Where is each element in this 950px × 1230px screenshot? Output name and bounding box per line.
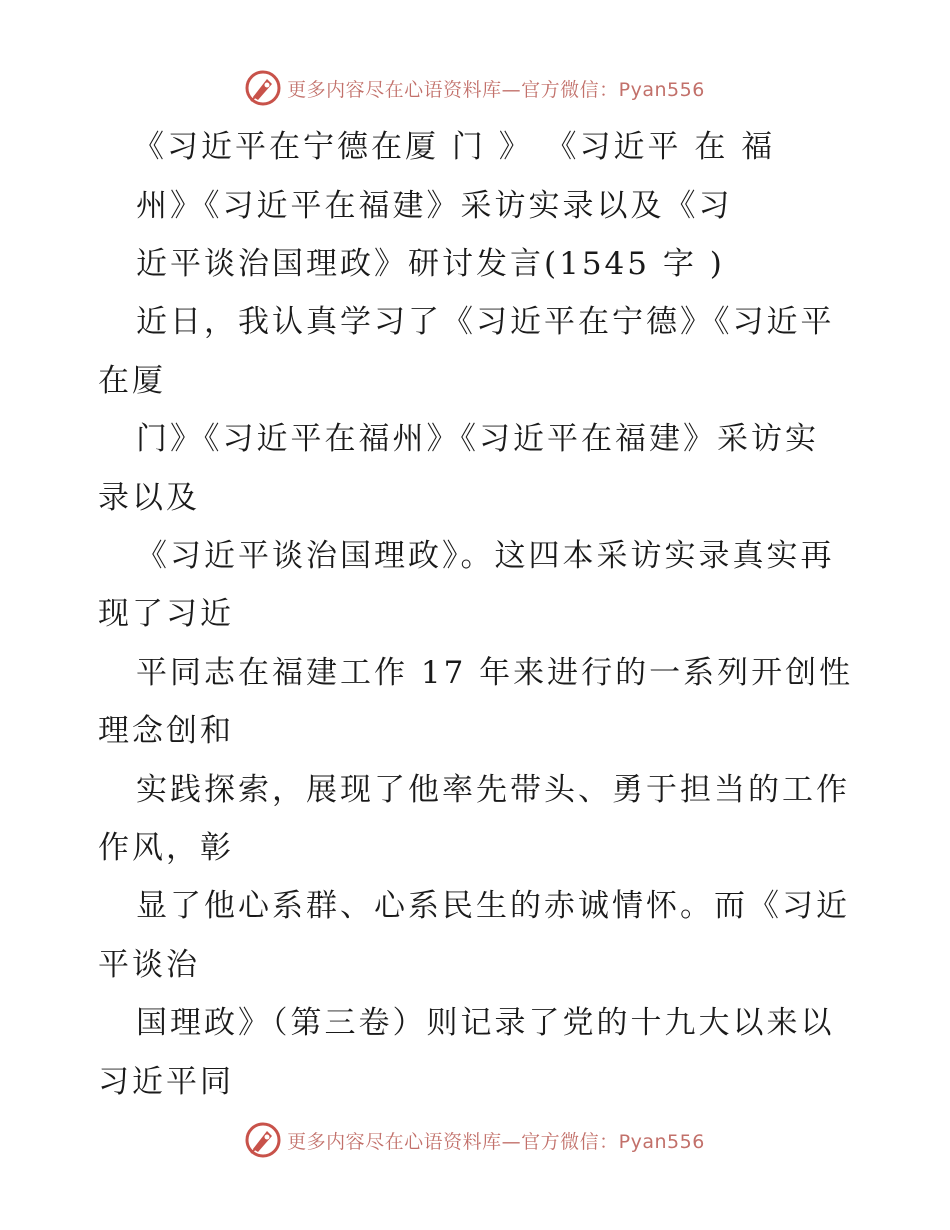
body-line: 现了习近 xyxy=(98,596,234,632)
body-line: 平同志在福建工作 17 年来进行的一系列开创性 xyxy=(136,655,854,691)
pen-nib-logo-icon xyxy=(245,1122,281,1158)
body-line: 近日，我认真学习了《习近平在宁德》《习近平 xyxy=(136,304,835,340)
footer-banner xyxy=(0,1120,950,1160)
body-line: 《习近平谈治国理政》。这四本采访实录真实再 xyxy=(136,538,835,574)
body-line: 习近平同 xyxy=(98,1064,234,1100)
title-line: 州》《习近平在福建》采访实录以及《习 xyxy=(136,188,733,224)
body-line: 作风，彰 xyxy=(98,830,234,866)
body-line: 门》《习近平在福州》《习近平在福建》采访实 xyxy=(136,421,819,457)
body-line: 实践探索，展现了他率先带头、勇于担当的工作 xyxy=(136,772,850,808)
banner-text: 更多内容尽在心语资料库—官方微信：Pyan556 xyxy=(287,78,705,101)
banner-text: 更多内容尽在心语资料库—官方微信：Pyan556 xyxy=(287,1130,705,1153)
body-line: 在厦 xyxy=(98,363,166,399)
title-line: 近平谈治国理政》研讨发言(1545 字 ) xyxy=(136,246,725,282)
body-line: 国理政》（第三卷）则记录了党的十九大以来以 xyxy=(136,1005,835,1041)
body-line: 平谈治 xyxy=(98,947,200,983)
body-line: 理念创和 xyxy=(98,713,234,749)
body-line: 显了他心系群、心系民生的赤诚情怀。而《习近 xyxy=(136,888,850,924)
body-line: 录以及 xyxy=(98,480,200,516)
title-line: 《习近平在宁德在厦 门 》 《习近平 在 福 xyxy=(133,129,776,165)
